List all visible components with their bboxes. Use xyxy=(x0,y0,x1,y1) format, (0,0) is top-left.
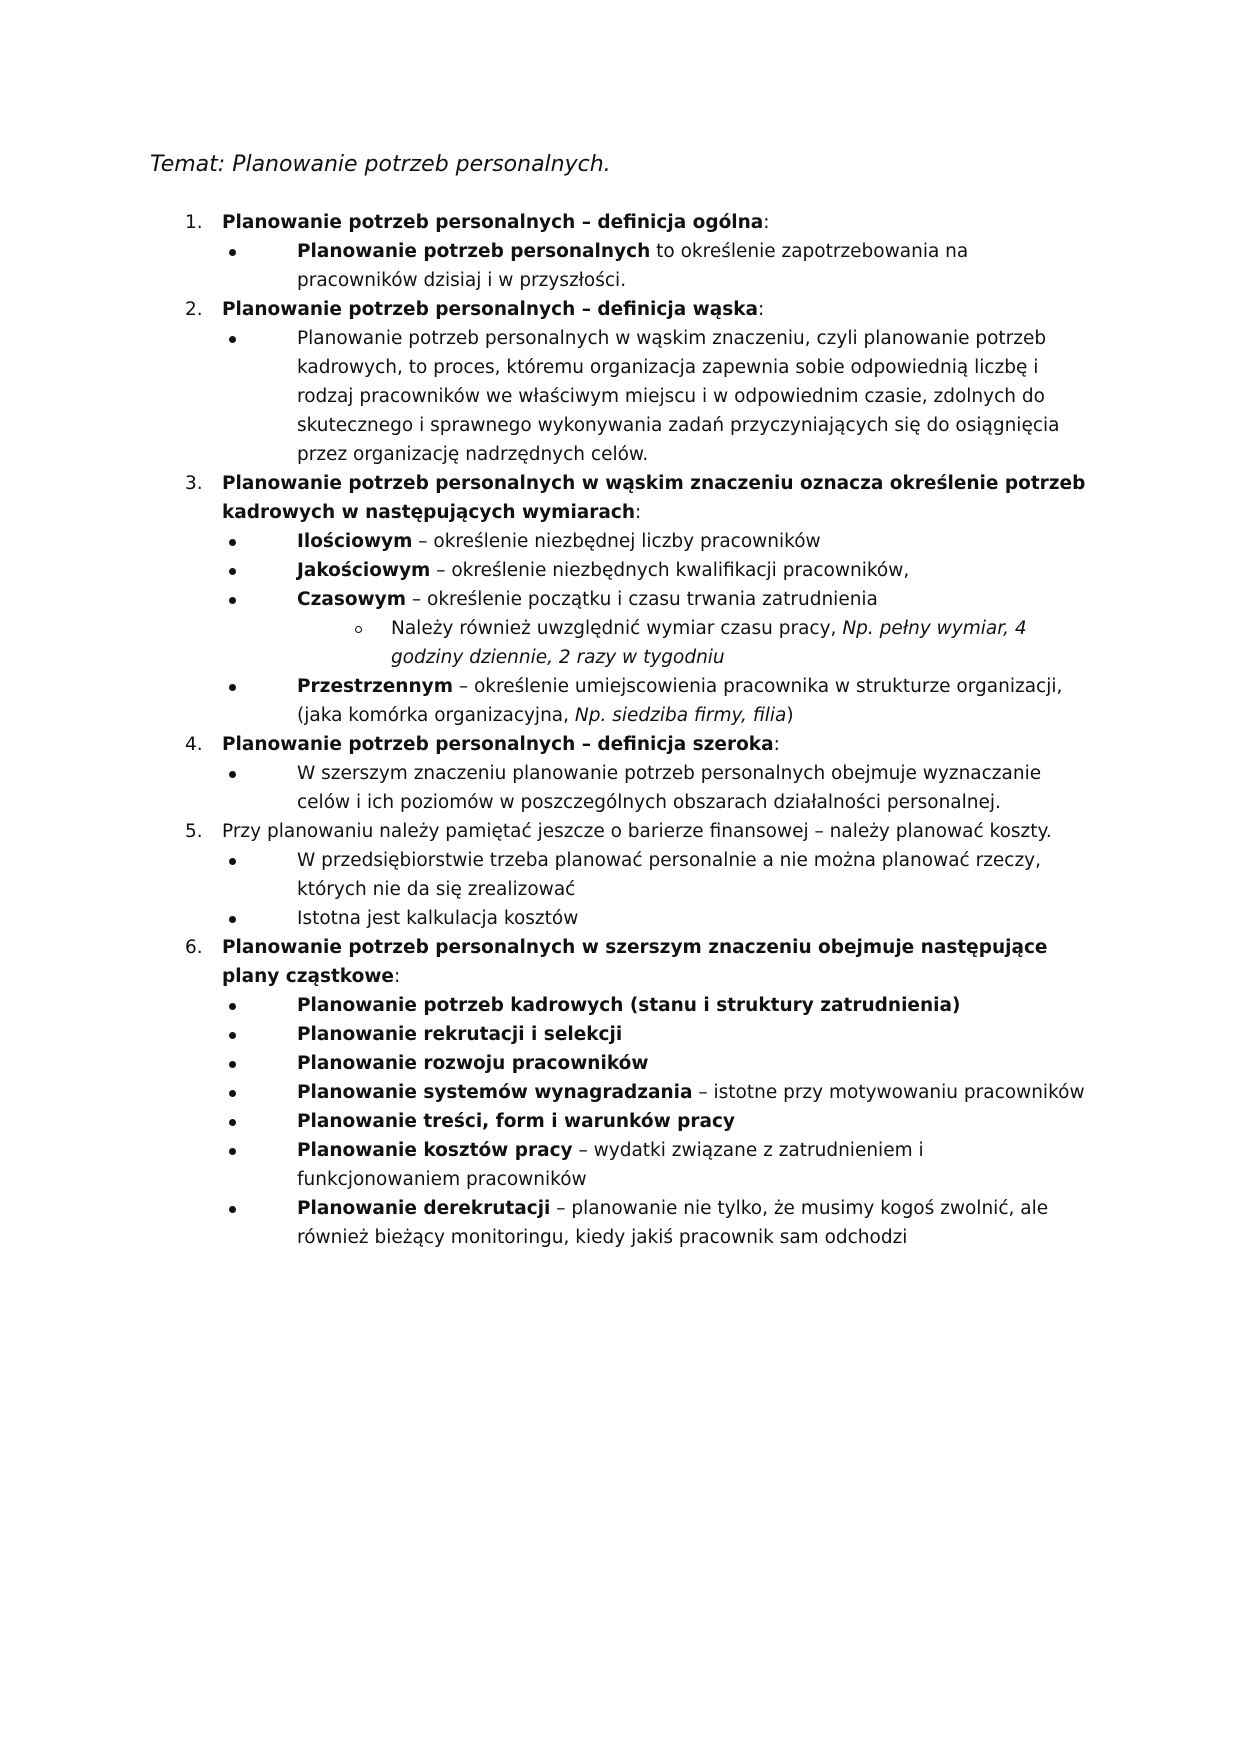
bullet-list xyxy=(222,846,1090,933)
bullet-bold: Jakościowym xyxy=(297,560,431,581)
bullet-item xyxy=(222,585,1090,672)
bullet-bold: Planowanie rekrutacji i selekcji xyxy=(297,1024,623,1045)
bullet-text: – określenie początku i czasu trwania zatrudnienia xyxy=(405,589,878,610)
bullet-list xyxy=(222,237,1090,295)
bullet-icon xyxy=(229,916,236,923)
bullet-text: – określenie umiejscowienia pracownika w strukturze organizacji, (jaka komórka organizacyjna, xyxy=(297,676,1063,726)
bullet-icon xyxy=(229,1061,236,1068)
bullet-text: – wydatki związane z zatrudnieniem i funkcjonowaniem pracowników xyxy=(297,1140,924,1190)
item-number: 4. xyxy=(185,734,203,755)
bullet-item xyxy=(222,846,1090,904)
bullet-text: – istotne przy motywowaniu pracowników xyxy=(692,1082,1085,1103)
item-number: 1. xyxy=(185,212,203,233)
sub-bullet-text: Należy również uwzględnić wymiar czasu pracy, xyxy=(391,618,843,639)
bullet-item xyxy=(222,1078,1090,1107)
bullet-tail: ) xyxy=(786,705,794,726)
bullet-item xyxy=(222,1136,1090,1194)
bullet-item xyxy=(222,759,1090,817)
bullet-bold: Planowanie derekrutacji xyxy=(297,1198,551,1219)
bullet-bold: Planowanie potrzeb kadrowych (stanu i struktury zatrudnienia) xyxy=(297,995,961,1016)
bullet-item xyxy=(222,904,1090,933)
bullet-list xyxy=(222,991,1090,1252)
bullet-icon xyxy=(229,1003,236,1010)
bullet-icon xyxy=(229,539,236,546)
list-item-3 xyxy=(150,469,1090,730)
bullet-text: – określenie niezbędnych kwalifikacji pracowników, xyxy=(430,560,910,581)
bullet-icon xyxy=(229,249,236,256)
item-number: 3. xyxy=(185,473,203,494)
bullet-list xyxy=(222,527,1090,730)
list-item-4 xyxy=(150,730,1090,817)
item-number: 2. xyxy=(185,299,203,320)
bullet-item xyxy=(222,991,1090,1020)
bullet-item xyxy=(222,672,1090,730)
bullet-item xyxy=(222,556,1090,585)
bullet-icon xyxy=(229,336,236,343)
bullet-bold: Przestrzennym xyxy=(297,676,453,697)
sub-bullet-italic: Np. pełny wymiar, 4 godziny dziennie, 2 razy w tygodniu xyxy=(391,618,1027,668)
bullet-text: W przedsiębiorstwie trzeba planować personalnie a nie można planować rzeczy, których nie da się zrealizować xyxy=(297,850,1041,900)
bullet-icon xyxy=(229,684,236,691)
list-item-5 xyxy=(150,817,1090,933)
item-heading-rest: : xyxy=(758,299,765,320)
bullet-icon xyxy=(229,1090,236,1097)
bullet-bold: Planowanie kosztów pracy xyxy=(297,1140,573,1161)
item-number: 6. xyxy=(185,937,203,958)
bullet-item xyxy=(222,1049,1090,1078)
bullet-bold: Planowanie potrzeb personalnych xyxy=(297,241,651,262)
bullet-bold: Czasowym xyxy=(297,589,406,610)
bullet-text: W szerszym znaczeniu planowanie potrzeb personalnych obejmuje wyznaczanie celów i ich poziomów w poszczególnych obszarach działalności personalnej. xyxy=(297,763,1042,813)
item-heading: Planowanie potrzeb personalnych – definicja szeroka xyxy=(222,734,774,755)
bullet-item xyxy=(222,1020,1090,1049)
numbered-list xyxy=(150,208,1090,1252)
item-heading-rest: : xyxy=(393,966,401,987)
bullet-icon xyxy=(229,1206,236,1213)
bullet-item xyxy=(222,324,1090,469)
item-heading-rest: : xyxy=(635,502,642,523)
bullet-italic: Np. siedziba firmy, filia xyxy=(574,705,787,726)
item-heading: Planowanie potrzeb personalnych – definicja wąska xyxy=(222,299,759,320)
bullet-bold: Planowanie systemów wynagradzania xyxy=(297,1082,693,1103)
item-heading-rest: : xyxy=(773,734,780,755)
bullet-text: – planowanie nie tylko, że musimy kogoś zwolnić, ale również bieżący monitoringu, kiedy jakiś pracownik sam odchodzi xyxy=(297,1198,1049,1248)
bullet-list xyxy=(222,324,1090,469)
bullet-icon xyxy=(229,568,236,575)
item-heading-rest: Przy planowaniu należy pamiętać jeszcze o barierze finansowej – należy planować koszty. xyxy=(222,821,1052,842)
bullet-item xyxy=(222,1107,1090,1136)
bullet-bold: Planowanie rozwoju pracowników xyxy=(297,1053,649,1074)
sub-bullet-item xyxy=(297,614,1090,672)
bullet-icon xyxy=(229,858,236,865)
bullet-item xyxy=(222,237,1090,295)
bullet-icon xyxy=(229,771,236,778)
item-heading: Planowanie potrzeb personalnych w szerszym znaczeniu obejmuje następujące plany cząstkowe xyxy=(222,937,1048,987)
bullet-icon xyxy=(229,597,236,604)
bullet-icon xyxy=(229,1148,236,1155)
bullet-bold: Planowanie treści, form i warunków pracy xyxy=(297,1111,735,1132)
item-heading: Planowanie potrzeb personalnych – definicja ogólna xyxy=(222,212,764,233)
circle-bullet-icon xyxy=(355,626,362,633)
bullet-item xyxy=(222,1194,1090,1252)
list-item-1 xyxy=(150,208,1090,295)
bullet-text: Istotna jest kalkulacja kosztów xyxy=(297,908,579,929)
bullet-icon xyxy=(229,1032,236,1039)
bullet-text: to określenie zapotrzebowania na pracowników dzisiaj i w przyszłości. xyxy=(297,241,969,291)
item-heading: Planowanie potrzeb personalnych w wąskim znaczeniu oznacza określenie potrzeb kadrowych w następujących wymiarach xyxy=(222,473,1086,523)
bullet-bold: Ilościowym xyxy=(297,531,413,552)
page-title: Temat: Planowanie potrzeb personalnych. xyxy=(150,152,611,177)
bullet-item xyxy=(222,527,1090,556)
document-body xyxy=(150,208,1090,1252)
list-item-2 xyxy=(150,295,1090,469)
bullet-list xyxy=(222,759,1090,817)
list-item-6 xyxy=(150,933,1090,1252)
bullet-text: Planowanie potrzeb personalnych w wąskim znaczeniu, czyli planowanie potrzeb kadrowych, to proces, któremu organizacja zapewnia sobie odpowiednią liczbę i rodzaj pracowników we właściwym miejscu i w odpowiednim czasie, zdolnych do skutecznego i sprawnego wykonywania zadań przyczyniających się do osiągnięcia przez organizację nadrzędnych celów. xyxy=(297,328,1060,465)
bullet-text: – określenie niezbędnej liczby pracowników xyxy=(412,531,821,552)
item-number: 5. xyxy=(185,821,203,842)
bullet-icon xyxy=(229,1119,236,1126)
item-heading-rest: : xyxy=(763,212,770,233)
sub-bullet-list xyxy=(297,614,1090,672)
